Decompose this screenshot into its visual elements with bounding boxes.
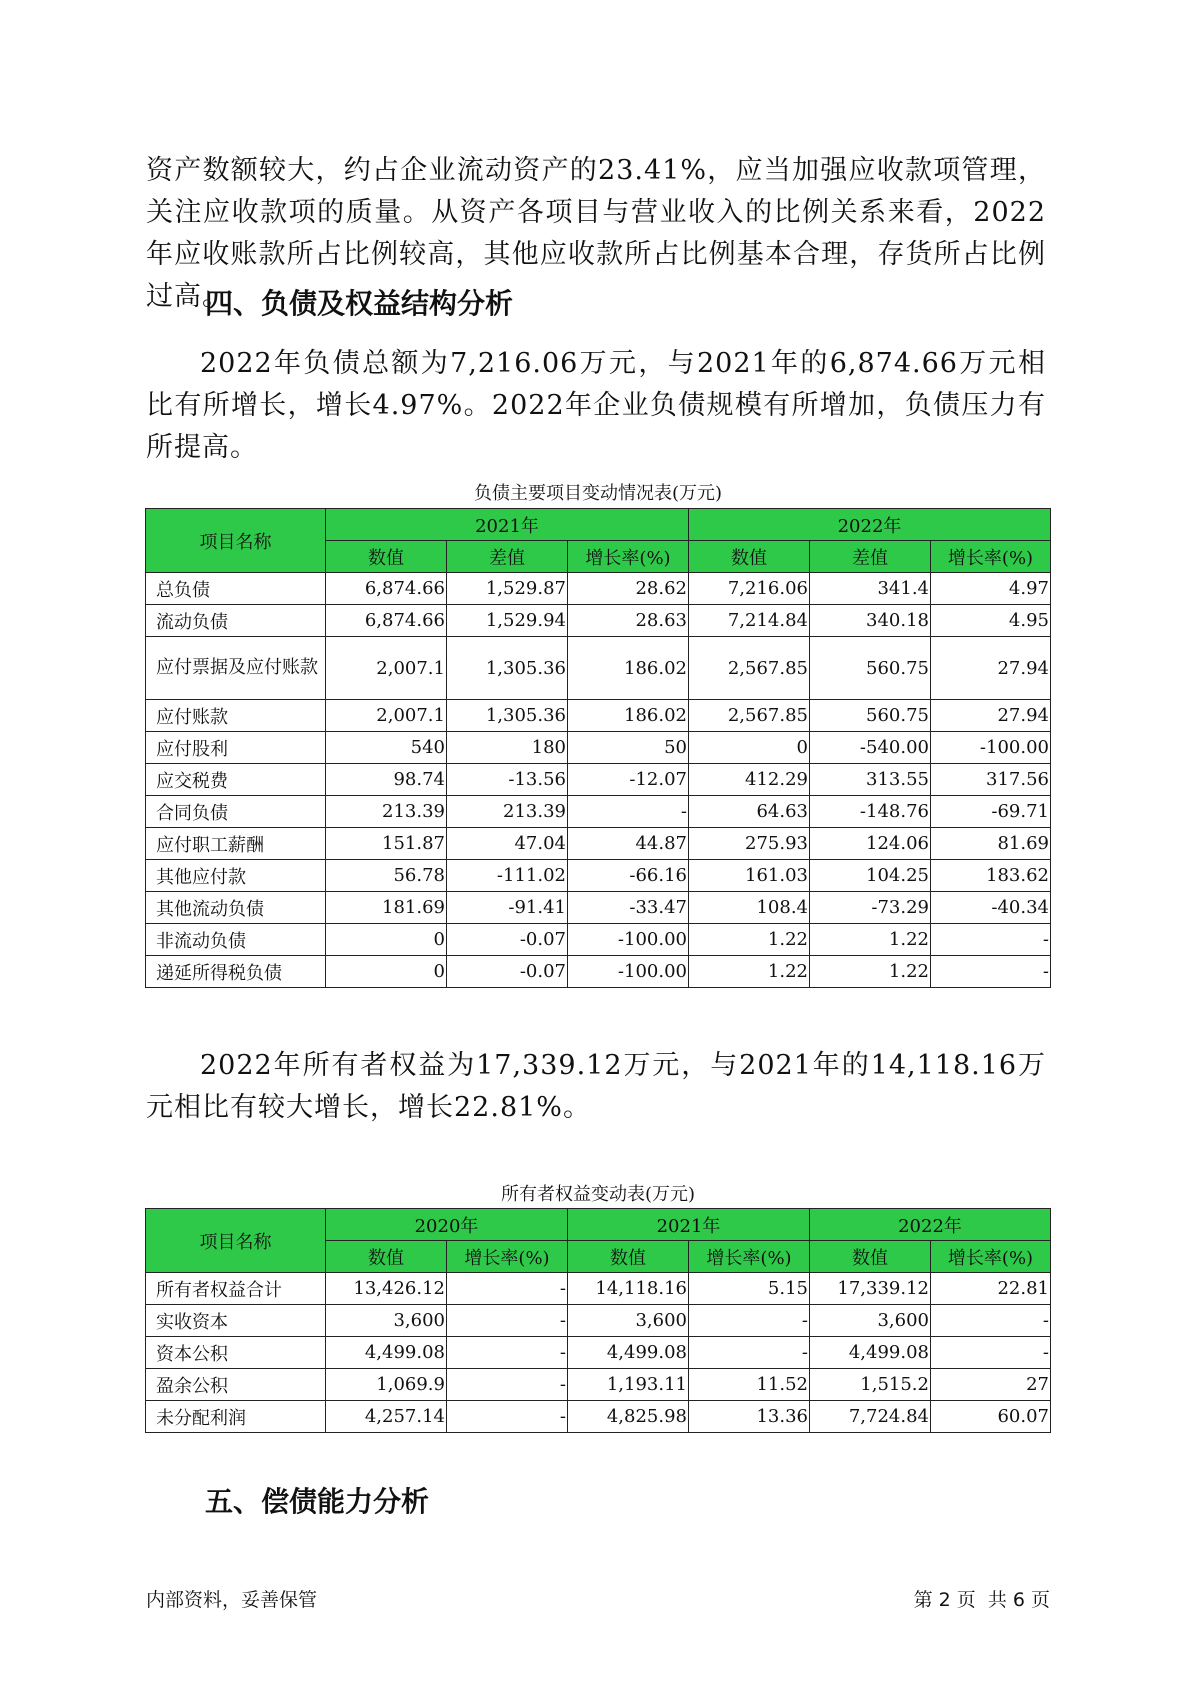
row-name: 未分配利润 <box>146 1401 326 1433</box>
cell-diff: -540.00 <box>810 732 931 764</box>
cell-value: 1,515.2 <box>810 1369 931 1401</box>
paragraph-liabilities: 2022年负债总额为7,216.06万元，与2021年的6,874.66万元相比有所增长，增长4.97%。2022年企业负债规模有所增加，负债压力有所提高。 <box>146 348 1046 463</box>
cell-growth: - <box>689 1305 810 1337</box>
cell-growth: - <box>447 1369 568 1401</box>
table-row <box>146 605 1051 637</box>
cell-value: 7,216.06 <box>689 573 810 605</box>
cell-growth: - <box>931 1305 1051 1337</box>
cell-value: 275.93 <box>689 828 810 860</box>
cell-value: 3,600 <box>326 1305 447 1337</box>
cell-value: 6,874.66 <box>326 573 447 605</box>
cell-growth: - <box>447 1337 568 1369</box>
equity-table <box>145 1208 1051 1433</box>
cell-growth: 186.02 <box>568 700 689 732</box>
cell-diff: 47.04 <box>447 828 568 860</box>
header-item-name: 项目名称 <box>146 509 326 573</box>
cell-growth: -66.16 <box>568 860 689 892</box>
cell-diff: -0.07 <box>447 956 568 988</box>
cell-growth: 186.02 <box>568 637 689 700</box>
cell-value: 56.78 <box>326 860 447 892</box>
header-value: 数值 <box>689 541 810 573</box>
cell-value: 412.29 <box>689 764 810 796</box>
header-growth: 增长率(%) <box>689 1241 810 1273</box>
cell-diff: 1,305.36 <box>447 637 568 700</box>
cell-growth: 28.62 <box>568 573 689 605</box>
cell-growth: -69.71 <box>931 796 1051 828</box>
cell-value: 1.22 <box>689 924 810 956</box>
row-name: 应付票据及应付账款 <box>146 637 326 700</box>
table-caption-liabilities: 负债主要项目变动情况表(万元) <box>473 483 723 504</box>
header-year-2021: 2021年 <box>568 1209 810 1241</box>
cell-growth: - <box>689 1337 810 1369</box>
cell-value: 0 <box>326 924 447 956</box>
row-name: 应付股利 <box>146 732 326 764</box>
table-row <box>146 860 1051 892</box>
row-name: 所有者权益合计 <box>146 1273 326 1305</box>
cell-value: 0 <box>326 956 447 988</box>
cell-growth: -100.00 <box>568 956 689 988</box>
footer-confidential-note: 内部资料，妥善保管 <box>146 1589 318 1611</box>
header-growth: 增长率(%) <box>931 541 1051 573</box>
cell-value: 4,499.08 <box>568 1337 689 1369</box>
row-name: 应付账款 <box>146 700 326 732</box>
paragraph-receivables: 资产数额较大，约占企业流动资产的23.41%，应当加强应收款项管理，关注应收款项的质量。从资产各项目与营业收入的比例关系来看，2022年应收账款所占比例较高，其他应收款所占比例基本合理，存货所占比例过高。 <box>146 155 1046 312</box>
cell-value: 108.4 <box>689 892 810 924</box>
cell-diff: 104.25 <box>810 860 931 892</box>
table-row <box>146 1401 1051 1433</box>
cell-diff: 341.4 <box>810 573 931 605</box>
cell-diff: -91.41 <box>447 892 568 924</box>
cell-diff: -0.07 <box>447 924 568 956</box>
cell-value: 1.22 <box>689 956 810 988</box>
table-row <box>146 1273 1051 1305</box>
cell-value: 98.74 <box>326 764 447 796</box>
cell-value: 4,499.08 <box>810 1337 931 1369</box>
cell-growth: 5.15 <box>689 1273 810 1305</box>
cell-growth: 81.69 <box>931 828 1051 860</box>
header-year-2020: 2020年 <box>326 1209 568 1241</box>
cell-growth: 4.95 <box>931 605 1051 637</box>
header-year-2021: 2021年 <box>326 509 689 541</box>
cell-growth: 50 <box>568 732 689 764</box>
cell-value: 213.39 <box>326 796 447 828</box>
cell-growth: 183.62 <box>931 860 1051 892</box>
row-name: 资本公积 <box>146 1337 326 1369</box>
cell-growth: 27 <box>931 1369 1051 1401</box>
section-heading-liabilities-equity: 四、负债及权益结构分析 <box>205 287 514 320</box>
cell-growth: 44.87 <box>568 828 689 860</box>
cell-diff: -73.29 <box>810 892 931 924</box>
header-value: 数值 <box>568 1241 689 1273</box>
row-name: 盈余公积 <box>146 1369 326 1401</box>
cell-diff: 560.75 <box>810 700 931 732</box>
cell-value: 181.69 <box>326 892 447 924</box>
table-row <box>146 764 1051 796</box>
row-name: 递延所得税负债 <box>146 956 326 988</box>
header-year-2022: 2022年 <box>689 509 1051 541</box>
header-growth: 增长率(%) <box>447 1241 568 1273</box>
table-row <box>146 828 1051 860</box>
header-year-2022: 2022年 <box>810 1209 1051 1241</box>
cell-diff: -111.02 <box>447 860 568 892</box>
row-name: 其他应付款 <box>146 860 326 892</box>
cell-growth: -100.00 <box>568 924 689 956</box>
cell-value: 4,257.14 <box>326 1401 447 1433</box>
cell-value: 2,567.85 <box>689 637 810 700</box>
cell-diff: -13.56 <box>447 764 568 796</box>
cell-value: 4,499.08 <box>326 1337 447 1369</box>
row-name: 总负债 <box>146 573 326 605</box>
cell-growth: -100.00 <box>931 732 1051 764</box>
cell-growth: 317.56 <box>931 764 1051 796</box>
cell-growth: 11.52 <box>689 1369 810 1401</box>
cell-diff: 124.06 <box>810 828 931 860</box>
row-name: 应交税费 <box>146 764 326 796</box>
header-value: 数值 <box>326 1241 447 1273</box>
cell-growth: 28.63 <box>568 605 689 637</box>
cell-growth: -33.47 <box>568 892 689 924</box>
table-row <box>146 573 1051 605</box>
cell-value: 4,825.98 <box>568 1401 689 1433</box>
cell-diff: 340.18 <box>810 605 931 637</box>
cell-value: 3,600 <box>810 1305 931 1337</box>
cell-value: 1,069.9 <box>326 1369 447 1401</box>
cell-growth: - <box>931 956 1051 988</box>
cell-diff: 213.39 <box>447 796 568 828</box>
cell-growth: - <box>568 796 689 828</box>
cell-growth: 27.94 <box>931 700 1051 732</box>
row-name: 非流动负债 <box>146 924 326 956</box>
cell-growth: 27.94 <box>931 637 1051 700</box>
cell-value: 2,007.1 <box>326 637 447 700</box>
cell-diff: 1,529.87 <box>447 573 568 605</box>
paragraph-equity: 2022年所有者权益为17,339.12万元，与2021年的14,118.16万元相比有较大增长，增长22.81%。 <box>146 1050 1046 1123</box>
cell-value: 7,724.84 <box>810 1401 931 1433</box>
table-row <box>146 1369 1051 1401</box>
cell-value: 3,600 <box>568 1305 689 1337</box>
header-diff: 差值 <box>810 541 931 573</box>
table-row <box>146 956 1051 988</box>
row-name: 合同负债 <box>146 796 326 828</box>
cell-growth: 22.81 <box>931 1273 1051 1305</box>
cell-diff: 1,529.94 <box>447 605 568 637</box>
table-row <box>146 924 1051 956</box>
cell-value: 13,426.12 <box>326 1273 447 1305</box>
header-growth: 增长率(%) <box>931 1241 1051 1273</box>
cell-value: 64.63 <box>689 796 810 828</box>
header-item-name: 项目名称 <box>146 1209 326 1273</box>
liabilities-table <box>145 508 1051 988</box>
header-diff: 差值 <box>447 541 568 573</box>
cell-growth: - <box>447 1401 568 1433</box>
table-caption-equity: 所有者权益变动表(万元) <box>500 1184 696 1205</box>
cell-diff: 1.22 <box>810 924 931 956</box>
cell-value: 540 <box>326 732 447 764</box>
cell-value: 2,567.85 <box>689 700 810 732</box>
row-name: 应付职工薪酬 <box>146 828 326 860</box>
cell-diff: 1.22 <box>810 956 931 988</box>
cell-value: 1,193.11 <box>568 1369 689 1401</box>
cell-value: 2,007.1 <box>326 700 447 732</box>
cell-diff: 313.55 <box>810 764 931 796</box>
cell-diff: -148.76 <box>810 796 931 828</box>
table-row <box>146 637 1051 700</box>
cell-growth: - <box>931 1337 1051 1369</box>
table-row <box>146 1337 1051 1369</box>
cell-value: 6,874.66 <box>326 605 447 637</box>
cell-value: 7,214.84 <box>689 605 810 637</box>
table-row <box>146 732 1051 764</box>
cell-diff: 1,305.36 <box>447 700 568 732</box>
header-value: 数值 <box>326 541 447 573</box>
section-heading-solvency: 五、偿债能力分析 <box>205 1485 430 1518</box>
cell-diff: 560.75 <box>810 637 931 700</box>
cell-growth: 60.07 <box>931 1401 1051 1433</box>
table-row <box>146 1305 1051 1337</box>
cell-growth: 4.97 <box>931 573 1051 605</box>
footer-page-number: 第 2 页 共 6 页 <box>913 1589 1050 1611</box>
table-row <box>146 700 1051 732</box>
table-row <box>146 892 1051 924</box>
cell-value: 161.03 <box>689 860 810 892</box>
header-value: 数值 <box>810 1241 931 1273</box>
cell-growth: 13.36 <box>689 1401 810 1433</box>
cell-value: 151.87 <box>326 828 447 860</box>
table-row <box>146 796 1051 828</box>
row-name: 流动负债 <box>146 605 326 637</box>
cell-growth: -12.07 <box>568 764 689 796</box>
row-name: 其他流动负债 <box>146 892 326 924</box>
cell-growth: - <box>931 924 1051 956</box>
row-name: 实收资本 <box>146 1305 326 1337</box>
cell-diff: 180 <box>447 732 568 764</box>
cell-value: 14,118.16 <box>568 1273 689 1305</box>
cell-value: 17,339.12 <box>810 1273 931 1305</box>
header-growth: 增长率(%) <box>568 541 689 573</box>
cell-value: 0 <box>689 732 810 764</box>
cell-growth: - <box>447 1305 568 1337</box>
cell-growth: - <box>447 1273 568 1305</box>
cell-growth: -40.34 <box>931 892 1051 924</box>
